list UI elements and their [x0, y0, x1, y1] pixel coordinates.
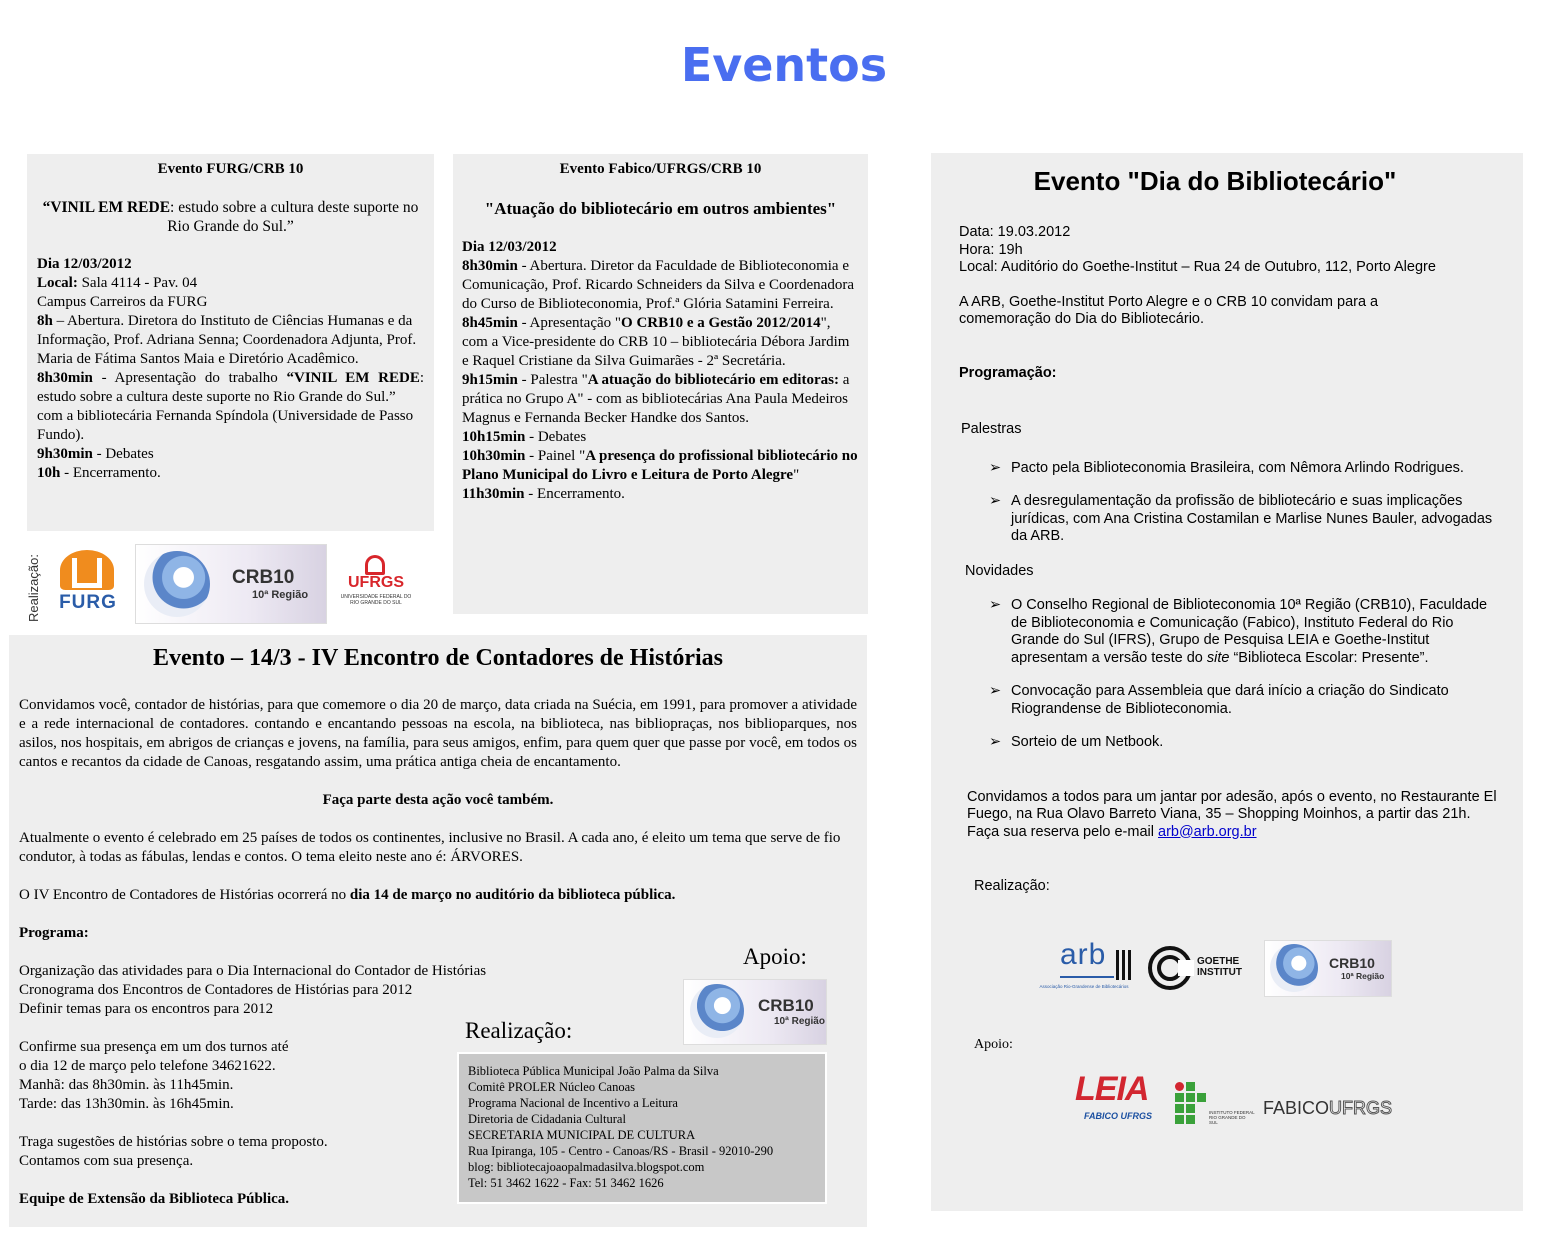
bibliotecario-local: Local: Auditório do Goethe-Institut – Rua 24 de Outubro, 112, Porto Alegre: [959, 259, 1436, 275]
novidade-item: ➢ O Conselho Regional de Biblioteconomia 10ª Região (CRB10), Faculdade de Biblioteconomia e Comunicação (Fabico), Instituto Federal do Rio Grande do Sul (IFRS), Grupo de Pesquisa LEIA e Goethe-Institut apresentam a versão teste do site “Biblioteca Escolar: Presente”.: [989, 597, 1488, 666]
contadores-realizacao-box: Biblioteca Pública Municipal João Palma da Silva Comitê PROLER Núcleo Canoas Programa Nacional de Incentivo a Leitura Diretoria de Cidadania Cultural SECRETARIA MUNICIPAL DE CULTURA Rua Ipiranga, 105 - Centro - Canoas/RS - Brasil - 92010-290 blog: bibliotecajoaopalmadasilva.blogspot.com Tel: 51 3462 1622 - Fax: 51 3462 1626: [457, 1052, 827, 1204]
fabico-date: Dia 12/03/2012: [462, 239, 557, 255]
crb10-logo: CRB10 10ª Região: [135, 544, 327, 624]
bibliotecario-jantar: Convidamos a todos para um jantar por adesão, após o evento, no Restaurante El Fuego, na Rua Olavo Barreto Viana, 35 – Shopping Moinhos, a partir das 21h.: [967, 788, 1497, 822]
bibliotecario-heading: Evento "Dia do Bibliotecário": [1033, 166, 1397, 196]
palestra-item: ➢ A desregulamentação da profissão de bibliotecário e suas implicações jurídicas, com Ana Cristina Costamilan e Marlise Nunes Bauler, advogadas da ARB.: [989, 493, 1493, 544]
arb-logo: arb Associação Rio-Grandense de Bibliotecários: [1032, 942, 1136, 994]
contadores-para3: O IV Encontro de Contadores de Histórias ocorrerá no dia 14 de março no auditório da biblioteca pública.: [19, 887, 676, 903]
fabico-heading: Evento Fabico/UFRGS/CRB 10: [559, 161, 762, 177]
fabico-schedule-2: 8h45min - Apresentação "O CRB10 e a Gestão 2012/2014", com a Vice-presidente do CRB 10 – bibliotecária Débora Jardim e Raquel Cristiane da Silva Guimarães - 2ª Secretária.: [462, 315, 850, 369]
crb10-logo: CRB10 10ª Região: [1264, 940, 1392, 997]
furg-event-panel: [27, 154, 434, 531]
contadores-intro: Convidamos você, contador de histórias, para que comemore o dia 20 de março, data criada na Suécia, em 1991, para promover a atividade e a rede internacional de contadores. contando e encantando pessoas na escola, na biblioteca, nas bibliopraças, nos biblioparques, nos asilos, nos hospitais, em abrigos de crianças e jovens, na família, para seus amigos, enfim, para quem quer que passe por você, em todos os cantos e recantos da cidade de Canoas, resgatando assim, uma prática antiga cheia de encantamento.: [19, 697, 857, 770]
programa-item: Definir temas para os encontros para 2012: [19, 1001, 274, 1017]
programa-item: Organização das atividades para o Dia Internacional do Contador de Histórias: [19, 963, 487, 979]
bibliotecario-data: Data: 19.03.2012: [959, 224, 1071, 240]
fabico-schedule-6: 11h30min - Encerramento.: [462, 486, 625, 502]
bibliotecario-hora: Hora: 19h: [959, 241, 1023, 258]
ufrgs-logo: UFRGS UNIVERSIDADE FEDERAL DO RIO GRANDE DO SUL: [337, 555, 415, 610]
furg-schedule-2: 8h30min - Apresentação do trabalho “VINIL EM REDE: estudo sobre a cultura deste suporte no Rio Grande do Sul.”: [37, 370, 425, 405]
furg-schedule-2-with: com a bibliotecária Fernanda Spíndola (Universidade de Passo Fundo).: [37, 408, 414, 443]
furg-heading: Evento FURG/CRB 10: [157, 161, 304, 177]
fabico-schedule-5: 10h30min - Painel "A presença do profissional bibliotecário no Plano Municipal do Livro e Leitura de Porto Alegre": [462, 448, 858, 483]
furg-local: Local: Sala 4114 - Pav. 04: [37, 275, 198, 291]
furg-campus: Campus Carreiros da FURG: [37, 294, 208, 310]
bibliotecario-apoio-label: Apoio:: [974, 1037, 1013, 1052]
contadores-realizacao-label: Realização:: [465, 1018, 573, 1043]
palestras-label: Palestras: [961, 421, 1022, 437]
crb10-logo: CRB10 10ª Região: [683, 979, 827, 1045]
novidades-list: [989, 597, 1501, 752]
furg-logo: FURG: [52, 550, 124, 614]
furg-schedule-3: 9h30min - Debates: [37, 446, 154, 462]
fabico-schedule-1: 8h30min - Abertura. Diretor da Faculdade de Biblioteconomia e Comunicação, Prof. Ricardo Schneiders da Silva e Coordenadora do Curso de Biblioteconomia, Prof.ª Glória Satamini Ferreira.: [462, 258, 854, 312]
fabico-ufrgs-logo: FABICOUFRGS: [1263, 1098, 1393, 1118]
bibliotecario-programacao: Programação:: [959, 364, 1057, 381]
contadores-heading: Evento – 14/3 - IV Encontro de Contadores de Histórias: [152, 645, 724, 671]
programa-item: Cronograma dos Encontros de Contadores de Histórias para 2012: [19, 982, 413, 998]
novidades-label: Novidades: [965, 562, 1034, 579]
bibliotecario-reserva: Faça sua reserva pelo e-mail arb@arb.org.br: [967, 823, 1257, 840]
bibliotecario-realizacao-label: Realização:: [974, 878, 1050, 894]
furg-date: Dia 12/03/2012: [37, 256, 132, 272]
contadores-apoio-label: Apoio:: [743, 944, 807, 969]
fabico-schedule-3: 9h15min - Palestra "A atuação do bibliotecário em editoras: a prática no Grupo A" - com as bibliotecárias Ana Paula Medeiros Magnus e Fernanda Becker Handke dos Santos.: [462, 372, 850, 426]
novidade-item: ➢ Sorteio de um Netbook.: [989, 734, 1164, 750]
furg-subtitle: “VINIL EM REDE: estudo sobre a cultura deste suporte no Rio Grande do Sul.”: [42, 199, 419, 235]
contadores-programa-label: Programa:: [19, 925, 89, 941]
contadores-call: Faça parte desta ação você também.: [322, 792, 554, 808]
page-title: Eventos: [680, 38, 888, 92]
fabico-event-panel: [453, 154, 868, 614]
contadores-confirm: Confirme sua presença em um dos turnos até o dia 12 de março pelo telefone 34621622. Manhã: das 8h30min. às 11h45min. Tarde: das 13h30min. às 16h45min.: [19, 1039, 289, 1112]
palestra-item: ➢ Pacto pela Biblioteconomia Brasileira, com Nêmora Arlindo Rodrigues.: [989, 459, 1464, 476]
contadores-equipe: Equipe de Extensão da Biblioteca Pública.: [19, 1191, 290, 1207]
bibliotecario-event-panel: [931, 153, 1523, 1211]
fabico-schedule-4: 10h15min - Debates: [462, 429, 587, 445]
email-link[interactable]: arb@arb.org.br: [1158, 823, 1257, 840]
leia-logo: LEIA FABICO UFRGS: [1075, 1070, 1152, 1121]
furg-schedule-1: 8h – Abertura. Diretora do Instituto de Ciências Humanas e da Informação, Prof. Adriana Senna; Coordenadora Adjunta, Prof. Maria de Fátima Santos Maia e Diretório Acadêmico.: [37, 313, 417, 367]
furg-schedule-4: 10h - Encerramento.: [37, 465, 161, 481]
goethe-logo: GOETHE INSTITUT: [1148, 946, 1250, 994]
palestras-list: [989, 460, 1501, 546]
fabico-subtitle: "Atuação do bibliotecário em outros ambientes": [484, 199, 837, 218]
novidade-item: ➢ Convocação para Assembleia que dará início a criação do Sindicato Riograndense de Biblioteconomia.: [989, 683, 1449, 717]
contadores-sugestoes: Traga sugestões de histórias sobre o tema proposto. Contamos com sua presença.: [19, 1134, 328, 1169]
furg-realizacao-label: Realização:: [26, 554, 41, 622]
contadores-para2: Atualmente o evento é celebrado em 25 países de todos os continentes, inclusive no Brasil. A cada ano, é eleito um tema que serve de fio condutor, à todas as fábulas, lendas e contos. O tema eleito neste ano é: ÁRVORES.: [19, 830, 841, 865]
bibliotecario-convite: A ARB, Goethe-Institut Porto Alegre e o CRB 10 convidam para a comemoração do Dia do Bibliotecário.: [959, 293, 1379, 327]
ifrs-logo: INSTITUTO FEDERAL RIO GRANDE DO SUL: [1175, 1082, 1255, 1128]
